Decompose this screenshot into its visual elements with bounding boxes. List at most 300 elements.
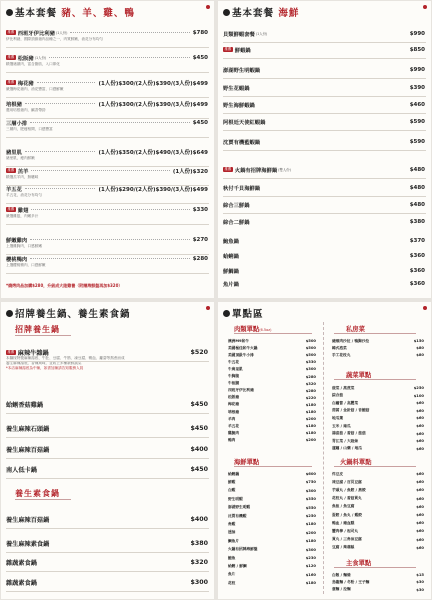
- a-la-carte-item: [332, 572, 424, 578]
- item-name: 芋頭丸 / 魚餃 / 燕餃: [332, 487, 366, 492]
- menu-item: [6, 235, 208, 244]
- item-price: (1人份)$300/(2人份)$390/(3人份)$499: [98, 80, 208, 87]
- item-desc: 上選雞胸肉，口感鮮嫩: [6, 244, 42, 248]
- a-la-carte-item: [332, 415, 424, 421]
- item-name: 培根豬: [6, 101, 22, 108]
- item-name: 秋付千貝海鮮鍋: [223, 185, 261, 192]
- item-price: $330: [305, 360, 316, 365]
- item-name: 雜蔬素食鍋: [6, 580, 37, 587]
- item-price: $850: [409, 46, 425, 53]
- item-price: $320: [190, 559, 208, 566]
- item-price: $590: [409, 118, 425, 125]
- menu-item: [223, 117, 425, 126]
- item-name: 雜蔬素食鍋: [6, 560, 37, 567]
- item-name: 西班牙伊比利豬: [17, 30, 55, 37]
- recommended-badge: 推薦: [7, 30, 15, 34]
- item-name: 三層小排: [6, 120, 28, 127]
- item-price: $60: [416, 408, 424, 413]
- a-la-carte-item: [332, 385, 424, 391]
- a-la-carte-item: [228, 402, 316, 408]
- item-price: $270: [192, 236, 208, 243]
- item-desc: 三層肉，肥瘦相間，口感豐富: [6, 127, 53, 131]
- item-name: 鮮嫩雞肉: [6, 237, 28, 244]
- row-separator: [223, 178, 426, 179]
- item-price: $350: [305, 497, 316, 502]
- a-la-carte-item: [228, 479, 316, 485]
- dot-leader: [30, 122, 189, 123]
- item-name: 白蝦: [228, 488, 236, 493]
- item-desc: 選用培根豬肉，鹹香帶勁: [6, 108, 46, 112]
- flame-icon: [6, 310, 13, 317]
- dot-leader: [30, 239, 189, 240]
- item-name: 貝類鮮蝦套餐: [223, 31, 255, 38]
- a-la-carte-item: [332, 471, 424, 477]
- item-price: $400: [190, 446, 208, 453]
- item-price: $60: [416, 431, 424, 436]
- item-name: 鮑魚: [228, 555, 236, 560]
- section-underline: [234, 466, 312, 467]
- item-name: 澳洲M9和牛: [228, 338, 249, 343]
- row-separator: [6, 47, 209, 48]
- menu-item: [6, 147, 208, 156]
- item-price: $450: [190, 401, 208, 408]
- item-name: 鮮蝦鍋: [234, 47, 251, 54]
- a-la-carte-item: [332, 545, 424, 551]
- menu-item: [6, 445, 208, 454]
- item-price: $180: [305, 522, 316, 527]
- item-price: $180: [305, 410, 316, 414]
- a-la-carte-item: [228, 572, 316, 578]
- dot-leader: [70, 32, 189, 33]
- menu-item: [223, 29, 425, 38]
- a-la-carte-item: [228, 409, 316, 415]
- item-price: $60: [416, 480, 424, 485]
- item-name: 鴨血 / 豬血糕: [332, 520, 355, 525]
- item-price: $60: [416, 513, 424, 517]
- a-la-carte-item: [228, 513, 316, 519]
- item-name: 地瓜葉: [332, 415, 344, 420]
- item-desc: 豬里肌，瘦肉鮮嫩: [6, 156, 35, 160]
- dot-leader: [25, 151, 96, 152]
- row-separator: [6, 552, 209, 553]
- a-la-carte-item: [332, 537, 424, 543]
- item-name: 花枝丸 / 香菇貢丸: [332, 496, 362, 501]
- item-desc: 羊五花，油花分布均勻: [6, 193, 42, 197]
- item-price: $300: [305, 488, 316, 493]
- a-la-carte-item: [228, 530, 316, 536]
- corner-dot-icon: [206, 306, 210, 310]
- section-underline: [15, 499, 71, 500]
- item-name: 養生麻辣百菇鍋: [6, 517, 50, 524]
- item-price: $500: [305, 353, 316, 358]
- a-la-carte-item: [228, 580, 316, 586]
- item-price: $60: [416, 446, 424, 451]
- a-la-carte-item: [332, 352, 424, 358]
- section-underline: [334, 466, 416, 467]
- item-price: $590: [409, 138, 425, 145]
- menu-item: [6, 348, 208, 357]
- menu-item: [6, 558, 208, 567]
- menu-item: [6, 184, 208, 193]
- item-price: $780: [192, 29, 208, 36]
- recommended-badge: 推薦: [7, 168, 15, 172]
- item-price: $60: [416, 439, 424, 444]
- a-la-carte-item: [332, 393, 424, 399]
- row-separator: [6, 478, 209, 479]
- item-price: $100: [413, 393, 424, 398]
- section-underline: [334, 567, 416, 568]
- a-la-carte-item: [228, 345, 316, 351]
- title-text: 招牌養生鍋、養生素食鍋: [15, 309, 131, 320]
- a-la-carte-item: [332, 423, 424, 429]
- menu-item: [223, 279, 425, 288]
- a-la-carte-item: [228, 366, 316, 372]
- item-name: 沈賈有機藍蝦鍋: [223, 139, 261, 146]
- item-price: $280: [305, 388, 316, 393]
- item-name: 澎湖野生明蝦: [228, 505, 251, 510]
- section-heading-vegetarian: 養生素食鍋: [15, 489, 60, 498]
- item-name: 鮮鯛鍋: [223, 268, 239, 275]
- item-name: 雞腿肉: [228, 430, 240, 435]
- dot-leader: [31, 209, 189, 210]
- item-price: $380: [409, 218, 425, 225]
- item-price: $450: [192, 54, 208, 61]
- item-price: (1人份)$320: [172, 168, 208, 175]
- item-price: $180: [305, 581, 316, 586]
- item-price: $300: [305, 367, 316, 372]
- menu-item: [6, 254, 208, 263]
- item-name: 松阪豬: [17, 55, 34, 62]
- item-price: $250: [413, 386, 424, 390]
- a-la-carte-item: [332, 345, 424, 351]
- a-la-carte-item: [228, 381, 316, 387]
- item-price: $160: [305, 572, 316, 577]
- title-prefix: 基本套餐: [15, 8, 58, 19]
- item-name: 南人低卡鍋: [6, 467, 37, 474]
- item-name: 美國極佳和牛火鍋: [228, 345, 258, 350]
- footer-note-text: *燒烤肉品加購$280，升級成大陸雞養（附贈海鮮盤再加$320）: [6, 283, 123, 288]
- item-price: $60: [416, 488, 424, 493]
- item-price: $370: [409, 237, 425, 244]
- item-name: 牛板腱: [228, 381, 240, 386]
- item-name: 魚片鍋: [223, 281, 239, 288]
- item-name: 蛤蜊鍋: [228, 471, 240, 476]
- a-la-carte-item: [332, 528, 424, 534]
- item-name: 豬頸肉沙拉 / 鴨胸沙拉: [332, 338, 370, 343]
- item-name: 蛋餃 / 魚丸 / 蝦餃: [332, 512, 362, 517]
- section-heading-hotpot: 火鍋料單點: [340, 459, 372, 466]
- item-portion: (1人份): [55, 31, 68, 35]
- item-price: $990: [409, 66, 425, 73]
- item-price: $500: [305, 339, 316, 343]
- item-name: 茼蒿 / 金針菇 / 杏鮑菇: [332, 408, 370, 413]
- item-price: (1人份)$300/(2人份)$390/(3人份)$499: [98, 101, 208, 108]
- item-name: 貢丸 / 三角油豆腐: [332, 537, 362, 542]
- item-price: $60: [416, 529, 424, 534]
- menu-item: [6, 205, 208, 214]
- row-separator: [223, 213, 426, 214]
- row-separator: [6, 437, 209, 438]
- item-name: 沈賈有機蝦: [228, 513, 247, 518]
- menu-item: [6, 28, 208, 37]
- menu-item: [6, 400, 208, 409]
- item-name: 牛肩里肌: [228, 366, 243, 371]
- item-price: $180: [305, 539, 316, 544]
- page-title: [223, 5, 299, 19]
- menu-item: [223, 45, 425, 54]
- row-separator: [6, 528, 209, 529]
- item-name: 羊肉: [228, 416, 236, 421]
- item-price: $200: [305, 438, 316, 443]
- a-la-carte-item: [228, 388, 316, 394]
- title-text: 單點區: [232, 309, 264, 320]
- item-name: 綜合三鮮鍋: [223, 202, 250, 209]
- item-name: 麻辣牛雜鍋: [17, 350, 49, 357]
- a-la-carte-item: [332, 512, 424, 518]
- item-name: 炸豆皮: [332, 471, 344, 476]
- item-name: 火鍋有招牌海鮮盤: [228, 547, 258, 552]
- item-desc: 嚴選梅花豬肉，油花豐富，口感鮮嫩: [6, 87, 64, 91]
- menu-item: [223, 266, 425, 275]
- section-underline: [334, 333, 416, 334]
- a-la-carte-item: [228, 430, 316, 436]
- item-name: 鮮蝦: [228, 479, 236, 484]
- item-price: $60: [416, 401, 424, 406]
- menu-item: [223, 100, 425, 109]
- a-la-carte-item: [228, 538, 316, 544]
- a-la-carte-item: [228, 496, 316, 502]
- item-name: 西班牙伊比利豬: [228, 388, 254, 393]
- item-name: 野生花蝦鍋: [223, 85, 250, 92]
- item-name: 蟹肉棒 / 起司丸: [332, 528, 359, 533]
- item-price: $280: [305, 374, 316, 379]
- item-name: 野生明蝦: [228, 496, 243, 501]
- item-price: $60: [416, 472, 424, 476]
- item-price: $360: [409, 252, 425, 259]
- item-name: 韓式泡菜: [332, 345, 347, 350]
- menu-item: [223, 200, 425, 209]
- item-name: 羔羊: [17, 168, 29, 175]
- item-name: 青江菜 / 大陸妹: [332, 438, 359, 443]
- recommended-badge: 推薦: [7, 55, 15, 59]
- section-underline: [234, 333, 312, 334]
- item-price: $390: [409, 84, 425, 91]
- item-price: $500: [305, 346, 316, 351]
- item-name: 牛五花: [228, 359, 240, 364]
- menu-item: [223, 137, 425, 146]
- menu-item: [223, 165, 425, 174]
- a-la-carte-item: [228, 505, 316, 511]
- menu-item: [6, 78, 208, 87]
- a-la-carte-item: [228, 338, 316, 344]
- item-price: $450: [190, 425, 208, 432]
- section-heading-staple: 主食單點: [346, 560, 372, 567]
- title-prefix: 基本套餐: [232, 8, 275, 19]
- item-desc: 上選櫻桃鴨肉，口感鮮嫩: [6, 263, 46, 267]
- item-price: $750: [305, 480, 316, 485]
- a-la-carte-item: [228, 555, 316, 561]
- item-name: 豆腐 / 蒟蒻絲: [332, 545, 355, 550]
- a-la-carte-item: [228, 471, 316, 477]
- item-price: $60: [416, 496, 424, 501]
- recommended-badge: 推薦: [224, 167, 232, 171]
- item-price: $450: [190, 466, 208, 473]
- flame-icon: [223, 9, 230, 16]
- item-price: $30: [416, 580, 424, 585]
- item-desc: 伊比利豬，國際頂級豬肉品種之一，肉質鮮嫩，油花分布均勻: [6, 37, 104, 41]
- item-name: 豬里肌: [6, 149, 22, 156]
- menu-item: [223, 83, 425, 92]
- a-la-carte-item: [228, 374, 316, 380]
- a-la-carte-item: [228, 423, 316, 429]
- item-price: $150: [413, 339, 424, 343]
- row-separator: [223, 196, 426, 197]
- item-name: 手工花枝丸: [332, 352, 351, 357]
- menu-item: [6, 118, 208, 127]
- a-la-carte-item: [332, 408, 424, 414]
- row-separator: [6, 571, 209, 572]
- item-name: 角蝦: [228, 521, 236, 526]
- corner-dot-icon: [206, 5, 210, 9]
- item-name: 澎湖野生明蝦鍋: [223, 67, 261, 74]
- flame-icon: [6, 9, 13, 16]
- a-la-carte-item: [332, 504, 424, 510]
- item-name: 鮑魚鍋: [223, 238, 239, 245]
- item-price: (1人份)$290/(2人份)$390/(3人份)$499: [98, 186, 208, 193]
- a-la-carte-item: [332, 487, 424, 493]
- item-price: $60: [416, 504, 424, 509]
- item-portion: (雙人份): [278, 168, 291, 172]
- section-heading-vegetable: 蔬菜單點: [346, 372, 372, 379]
- item-name: 菠菜 / 萵苣菜: [332, 385, 355, 390]
- row-separator: [6, 224, 209, 225]
- item-price: $250: [305, 514, 316, 518]
- recommended-badge: 推薦: [7, 350, 15, 354]
- item-name: 魚片: [228, 572, 236, 577]
- item-name: 烏龍麵 / 冬粉 / 王子麵: [332, 579, 370, 584]
- a-la-carte-item: [228, 521, 316, 527]
- menu-item: [223, 65, 425, 74]
- row-separator: [223, 96, 426, 97]
- item-name: 培根豬: [228, 409, 240, 414]
- item-name: 羊五花: [228, 423, 240, 428]
- item-price: $450: [192, 119, 208, 126]
- a-la-carte-item: [228, 563, 316, 569]
- row-separator: [6, 413, 209, 414]
- item-name: 玉米 / 南瓜: [332, 423, 351, 428]
- row-separator: [223, 42, 426, 43]
- a-la-carte-item: [332, 579, 424, 585]
- menu-page-signature: [1, 302, 214, 599]
- item-name: 養生麻辣石頭鍋: [6, 426, 50, 433]
- recommended-badge: 推薦: [7, 207, 15, 211]
- a-la-carte-item: [332, 431, 424, 437]
- corner-dot-icon: [423, 306, 427, 310]
- title-suffix: 海鮮: [278, 8, 300, 19]
- a-la-carte-item: [228, 488, 316, 494]
- item-price: $60: [416, 537, 424, 542]
- row-separator: [6, 97, 209, 98]
- item-price: $300: [305, 547, 316, 552]
- row-separator: [6, 203, 209, 204]
- dot-leader: [31, 170, 169, 171]
- item-name: 梅花豬: [17, 80, 34, 87]
- row-separator: [223, 58, 426, 59]
- menu-item: [6, 539, 208, 548]
- a-la-carte-item: [228, 395, 316, 401]
- meat-unit: (6.5oz): [259, 328, 272, 332]
- item-name: 松阪豬: [228, 395, 240, 400]
- item-name: 凍豆腐 / 百頁豆腐: [332, 479, 362, 484]
- item-price: $480: [409, 184, 425, 191]
- item-price: $300: [190, 579, 208, 586]
- item-name: 鴻喜菇 / 香菇 / 菇菇: [332, 431, 366, 436]
- item-desc: 嚴選雞翅，肉嫩多汁: [6, 214, 39, 218]
- item-name: 牛胸腹: [228, 374, 240, 378]
- item-price: $380: [190, 540, 208, 547]
- item-name: 美國頂級牛小排: [228, 352, 254, 357]
- item-name: 白飯 / 麵條: [332, 572, 351, 577]
- item-price: $30: [416, 587, 424, 592]
- a-la-carte-item: [332, 438, 424, 444]
- item-price: $520: [190, 349, 208, 356]
- item-name: 花枝: [228, 580, 236, 585]
- a-la-carte-item: [332, 400, 424, 406]
- section-underline: [334, 379, 416, 380]
- row-separator: [6, 591, 209, 592]
- menu-item: [6, 465, 208, 474]
- a-la-carte-item: [228, 547, 316, 553]
- item-portion: (1人份): [255, 32, 268, 36]
- title-suffix: 豬、羊、雞、鴨: [61, 8, 135, 19]
- item-price: $550: [305, 505, 316, 510]
- a-la-carte-item: [332, 587, 424, 593]
- menu-item: [6, 166, 208, 175]
- row-separator: [223, 150, 426, 151]
- row-separator: [223, 78, 426, 79]
- a-la-carte-item: [332, 338, 424, 344]
- item-price: $80: [416, 346, 424, 351]
- item-price: $180: [305, 424, 316, 429]
- item-price: $330: [192, 206, 208, 213]
- section-underline: [15, 335, 71, 336]
- menu-item: [6, 424, 208, 433]
- section-heading-private: 私房菜: [346, 326, 365, 333]
- dot-leader: [30, 258, 189, 259]
- menu-item: [223, 251, 425, 260]
- menu-item: [6, 53, 208, 62]
- menu-item: [223, 236, 425, 245]
- item-desc: 本鍋採特製麻辣湯底、牛肚、豆腐、牛筋、凍豆腐、鴨血、蘿蔔等熬煮而成: [6, 356, 125, 360]
- item-name: 鯛魚片: [228, 538, 240, 543]
- menu-item: [6, 578, 208, 587]
- item-price: $180: [305, 431, 316, 436]
- a-la-carte-item: [228, 437, 316, 443]
- item-name: 養生麻辣百菇鍋: [6, 447, 50, 454]
- flame-icon: [223, 310, 230, 317]
- menu-item: [223, 217, 425, 226]
- item-name: 綜合二鮮鍋: [223, 219, 250, 226]
- item-price: $480: [409, 201, 425, 208]
- item-price: $120: [305, 564, 316, 569]
- row-separator: [6, 137, 209, 138]
- item-price: $180: [305, 402, 316, 407]
- item-name: 羊五花: [6, 186, 22, 193]
- item-price: $990: [409, 30, 425, 37]
- item-name: 櫻桃鴨肉: [6, 256, 28, 263]
- item-name: 透抽: [228, 530, 236, 535]
- recommended-badge: 推薦: [7, 80, 15, 84]
